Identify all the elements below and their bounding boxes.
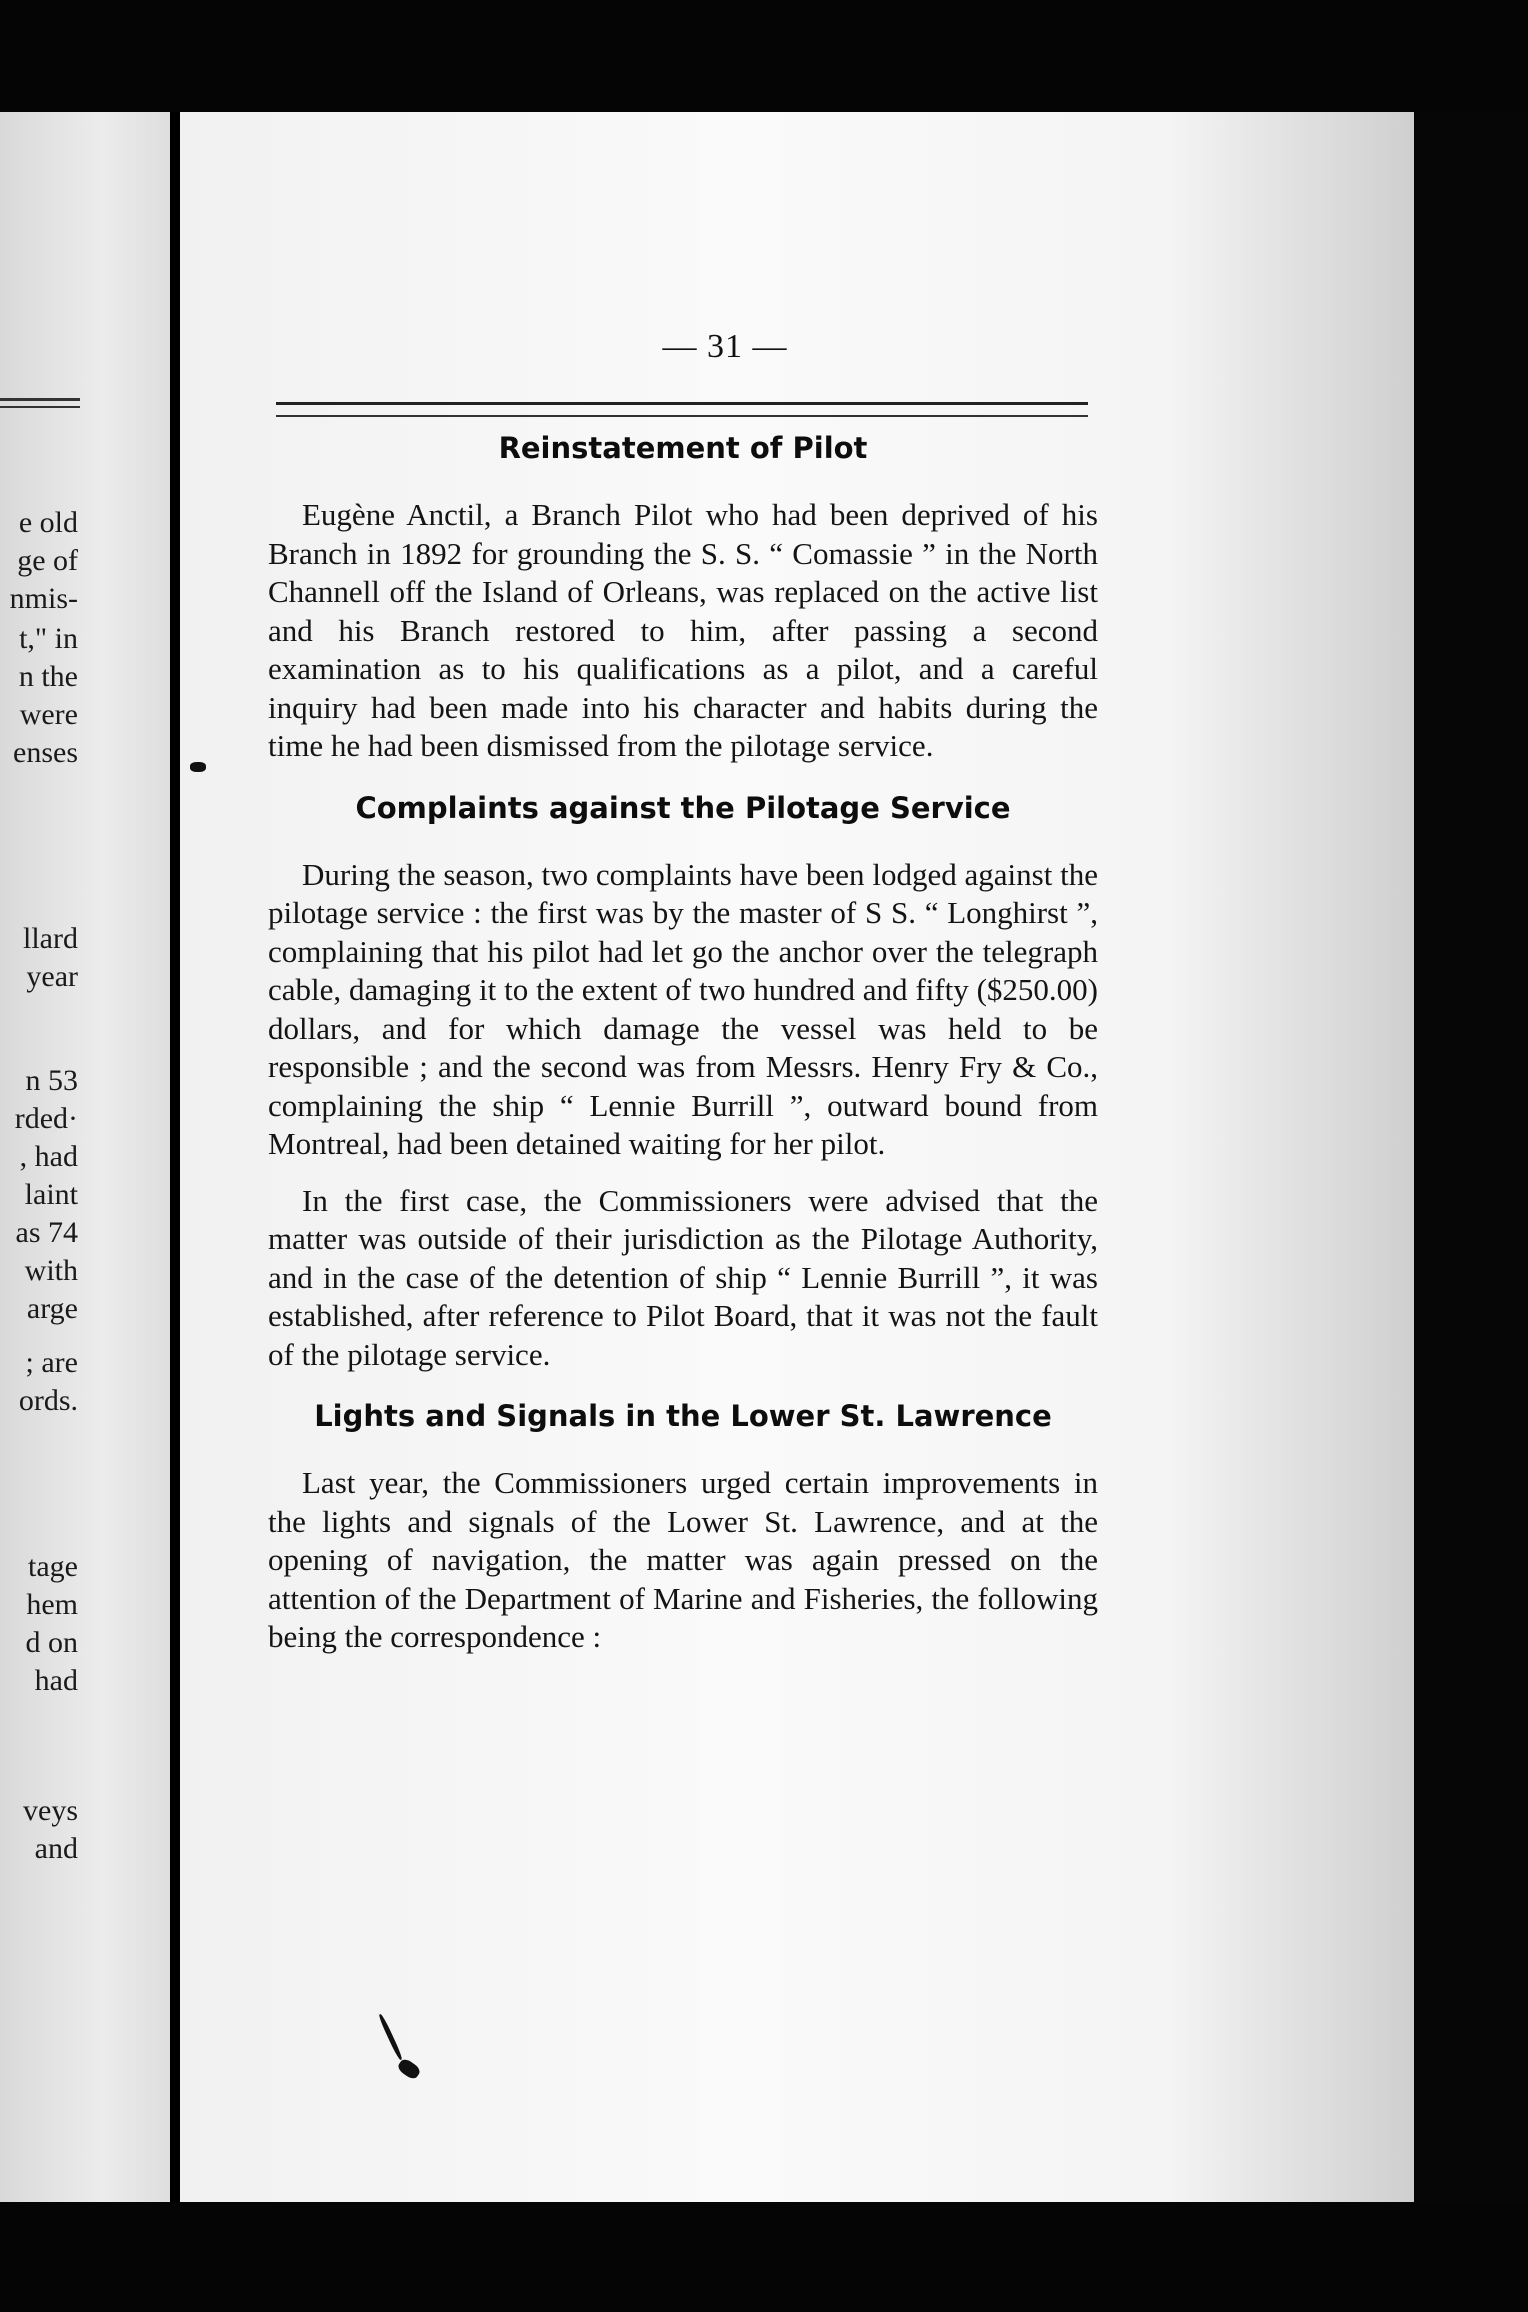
left-text-fragment: llard	[23, 922, 78, 955]
left-text-fragment: tage	[28, 1550, 78, 1583]
left-text-fragment: arge	[26, 1292, 78, 1325]
left-text-fragment: ge of	[17, 544, 78, 577]
left-text-fragment: enses	[13, 736, 78, 769]
left-text-fragment: hem	[26, 1588, 78, 1621]
left-text-fragment: , had	[19, 1140, 78, 1173]
left-text-fragment: nmis-	[9, 582, 78, 615]
left-text-fragment: had	[34, 1664, 78, 1697]
paragraph: In the first case, the Commissioners were advised that the matter was outside of their jurisdiction as the Pilotage Authority, and in the case of the detention of ship “ Lennie Burrill ”, it was established, after reference to Pilot Board, that it was not the fault of the pilotage service.	[268, 1182, 1098, 1372]
left-text-fragment: t," in	[19, 622, 78, 655]
left-text-fragment: with	[24, 1254, 78, 1287]
page-gutter	[170, 112, 180, 2202]
left-text-fragment: ords.	[18, 1384, 78, 1417]
section-heading-complaints: Complaints against the Pilotage Service	[355, 790, 1011, 825]
left-text-fragment: and	[34, 1832, 78, 1865]
document-page	[180, 112, 1414, 2202]
header-double-rule	[276, 402, 1088, 417]
paragraph: Eugène Anctil, a Branch Pilot who had been deprived of his Branch in 1892 for grounding the S. S. “ Comassie ” in the North Channell off the Island of Orleans, was replaced on the active list and his Branch restored to him, after passing a second examination as to his qualifications as a pilot, and a careful inquiry had been made into his character and habits during the time he had been dismissed from the pilotage service.	[268, 497, 1098, 763]
left-text-fragment: year	[26, 960, 78, 993]
ink-blemish	[190, 762, 206, 772]
left-page-rule	[0, 406, 80, 408]
left-text-fragment: d on	[25, 1626, 78, 1659]
left-text-fragment: n the	[18, 660, 78, 693]
left-text-fragment: as 74	[15, 1216, 78, 1249]
left-text-fragment: veys	[23, 1794, 78, 1827]
left-text-fragment: ; are	[25, 1346, 78, 1379]
ink-blemish	[378, 2013, 404, 2060]
left-text-fragment: n 53	[25, 1064, 78, 1097]
scan-border	[1414, 112, 1528, 2202]
left-text-fragment: were	[19, 698, 78, 731]
left-text-fragment: rded·	[14, 1102, 78, 1135]
ink-blemish	[396, 2057, 422, 2081]
left-text-fragment: e old	[18, 506, 78, 539]
section-heading-reinstatement: Reinstatement of Pilot	[498, 431, 868, 465]
left-text-fragment: laint	[24, 1178, 78, 1211]
paragraph: Last year, the Commissioners urged certain improvements in the lights and signals of the Lower St. Lawrence, and at the opening of navigation, the matter was again pressed on the attention of the Department of Marine and Fisheries, the following being the correspondence :	[268, 1465, 1098, 1654]
paragraph: During the season, two complaints have been lodged against the pilotage service : the first was by the master of S S. “ Longhirst ”, complaining that his pilot had let go the anchor over the telegraph cable, damaging it to the extent of two hundred and fifty ($250.00) dollars, and for which damage the vessel was held to be responsible ; and the second was from Messrs. Henry Fry & Co., complaining the ship “ Lennie Burrill ”, outward bound from Montreal, had been detained waiting for her pilot.	[268, 856, 1098, 1161]
section-heading-lights-signals: Lights and Signals in the Lower St. Lawrence	[314, 1399, 1052, 1433]
page-content	[268, 428, 1098, 1657]
left-page-rule	[0, 398, 80, 401]
page-number: — 31 —	[662, 328, 788, 365]
left-page-fragment	[0, 112, 170, 2202]
